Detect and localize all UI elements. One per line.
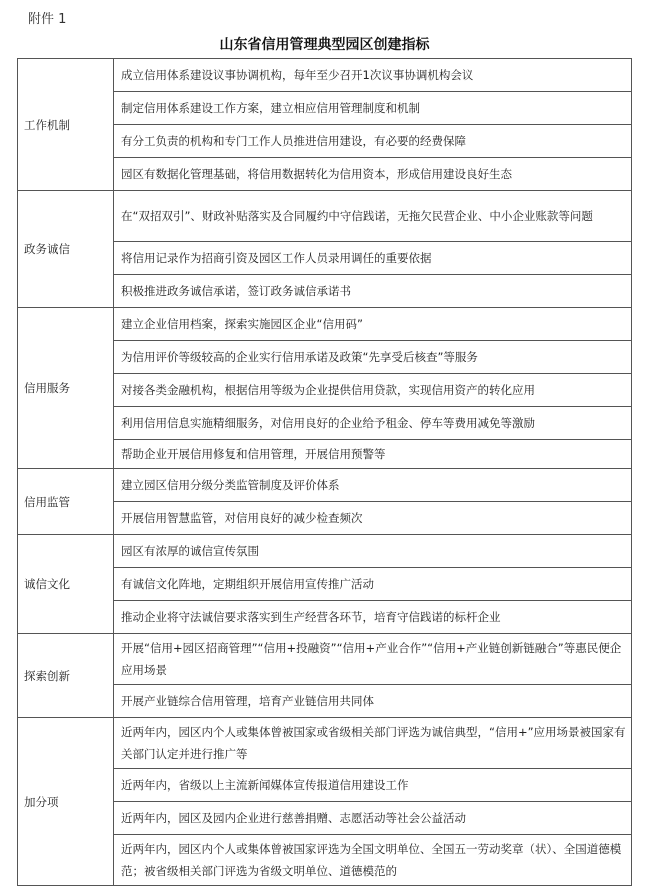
criterion-text: 开展“信用+园区招商管理”“信用+投融资”“信用+产业合作”“信用+产业链创新链融合”等惠民便企应用场景 bbox=[121, 641, 622, 677]
category-label: 信用服务 bbox=[24, 381, 70, 395]
document-title: 山东省信用管理典型园区创建指标 bbox=[219, 37, 430, 53]
criterion-text: 建立园区信用分级分类监管制度及评价体系 bbox=[121, 478, 340, 492]
criterion-cell bbox=[114, 718, 632, 769]
table-row bbox=[18, 634, 632, 685]
criterion-cell bbox=[114, 92, 632, 125]
category-label: 工作机制 bbox=[24, 117, 70, 132]
criterion-text: 对接各类金融机构，根据信用等级为企业提供信用贷款，实现信用资产的转化应用 bbox=[121, 383, 535, 397]
criterion-text: 建立企业信用档案，探索实施园区企业“信用码” bbox=[121, 317, 363, 331]
criterion-cell bbox=[114, 802, 632, 835]
criterion-cell bbox=[114, 440, 632, 469]
criterion-cell bbox=[114, 469, 632, 502]
criterion-text: 园区有数据化管理基础，将信用数据转化为信用资本，形成信用建设良好生态 bbox=[121, 167, 512, 181]
criterion-text: 近两年内，园区内个人或集体曾被国家或省级相关部门评选为诚信典型，“信用+”应用场景被国家有关部门认定并进行推广等 bbox=[121, 725, 626, 761]
category-label: 信用监管 bbox=[24, 494, 70, 509]
criterion-text: 开展产业链综合信用管理，培育产业链信用共同体 bbox=[121, 694, 374, 708]
criterion-text: 积极推进政务诚信承诺，签订政务诚信承诺书 bbox=[121, 284, 351, 298]
category-cell bbox=[18, 59, 114, 191]
table-row bbox=[18, 191, 632, 242]
category-cell bbox=[18, 535, 114, 634]
criterion-cell bbox=[114, 191, 632, 242]
criterion-text: 近两年内，园区内个人或集体曾被国家评选为全国文明单位、全国五一劳动奖章（状）、全国道德模范；被省级相关部门评选为省级文明单位、道德模范的 bbox=[121, 842, 622, 878]
table-row bbox=[18, 718, 632, 769]
table-row bbox=[18, 535, 632, 568]
criterion-text: 制定信用体系建设工作方案，建立相应信用管理制度和机制 bbox=[121, 101, 420, 115]
criterion-cell bbox=[114, 158, 632, 191]
criterion-cell bbox=[114, 341, 632, 374]
criterion-text: 推动企业将守法诚信要求落实到生产经营各环节，培育守信践诺的标杆企业 bbox=[121, 610, 501, 624]
criterion-cell bbox=[114, 535, 632, 568]
criterion-text: 开展信用智慧监管，对信用良好的减少检查频次 bbox=[121, 511, 363, 525]
category-label: 加分项 bbox=[24, 794, 59, 809]
criterion-cell bbox=[114, 769, 632, 802]
criterion-text: 将信用记录作为招商引资及园区工作人员录用调任的重要依据 bbox=[121, 251, 432, 265]
criterion-text: 近两年内，园区及园内企业进行慈善捐赠、志愿活动等社会公益活动 bbox=[121, 811, 466, 825]
criterion-text: 成立信用体系建设议事协调机构，每年至少召开1次议事协调机构会议 bbox=[121, 68, 474, 82]
criterion-text: 有分工负责的机构和专门工作人员推进信用建设，有必要的经费保障 bbox=[121, 134, 466, 148]
criterion-cell bbox=[114, 568, 632, 601]
criterion-text: 在“双招双引”、财政补贴落实及合同履约中守信践诺，无拖欠民营企业、中小企业账款等问题 bbox=[121, 209, 593, 223]
criterion-cell bbox=[114, 835, 632, 886]
category-cell bbox=[18, 634, 114, 718]
criterion-cell bbox=[114, 634, 632, 685]
category-label: 探索创新 bbox=[24, 668, 70, 683]
criterion-cell bbox=[114, 59, 632, 92]
category-cell bbox=[18, 469, 114, 535]
criterion-cell bbox=[114, 407, 632, 440]
criterion-cell bbox=[114, 374, 632, 407]
criterion-text: 为信用评价等级较高的企业实行信用承诺及政策“先享受后核查”等服务 bbox=[121, 350, 478, 364]
criteria-table bbox=[17, 58, 632, 886]
category-cell bbox=[18, 718, 114, 886]
table-row bbox=[18, 59, 632, 92]
criterion-cell bbox=[114, 685, 632, 718]
criterion-cell bbox=[114, 308, 632, 341]
attachment-label: 附件 1 bbox=[28, 12, 67, 27]
category-label: 政务诚信 bbox=[24, 242, 70, 256]
criterion-cell bbox=[114, 601, 632, 634]
criterion-text: 帮助企业开展信用修复和信用管理，开展信用预警等 bbox=[121, 447, 386, 461]
criterion-text: 园区有浓厚的诚信宣传氛围 bbox=[121, 544, 259, 558]
category-label: 诚信文化 bbox=[24, 577, 70, 591]
criterion-cell bbox=[114, 242, 632, 275]
table-row bbox=[18, 308, 632, 341]
criterion-cell bbox=[114, 125, 632, 158]
criterion-text: 有诚信文化阵地，定期组织开展信用宣传推广活动 bbox=[121, 577, 374, 591]
criterion-cell bbox=[114, 502, 632, 535]
table-row bbox=[18, 469, 632, 502]
criterion-text: 利用信用信息实施精细服务，对信用良好的企业给予租金、停车等费用减免等激励 bbox=[121, 416, 535, 430]
category-cell bbox=[18, 191, 114, 308]
criterion-cell bbox=[114, 275, 632, 308]
criterion-text: 近两年内，省级以上主流新闻媒体宣传报道信用建设工作 bbox=[121, 778, 409, 792]
category-cell bbox=[18, 308, 114, 469]
